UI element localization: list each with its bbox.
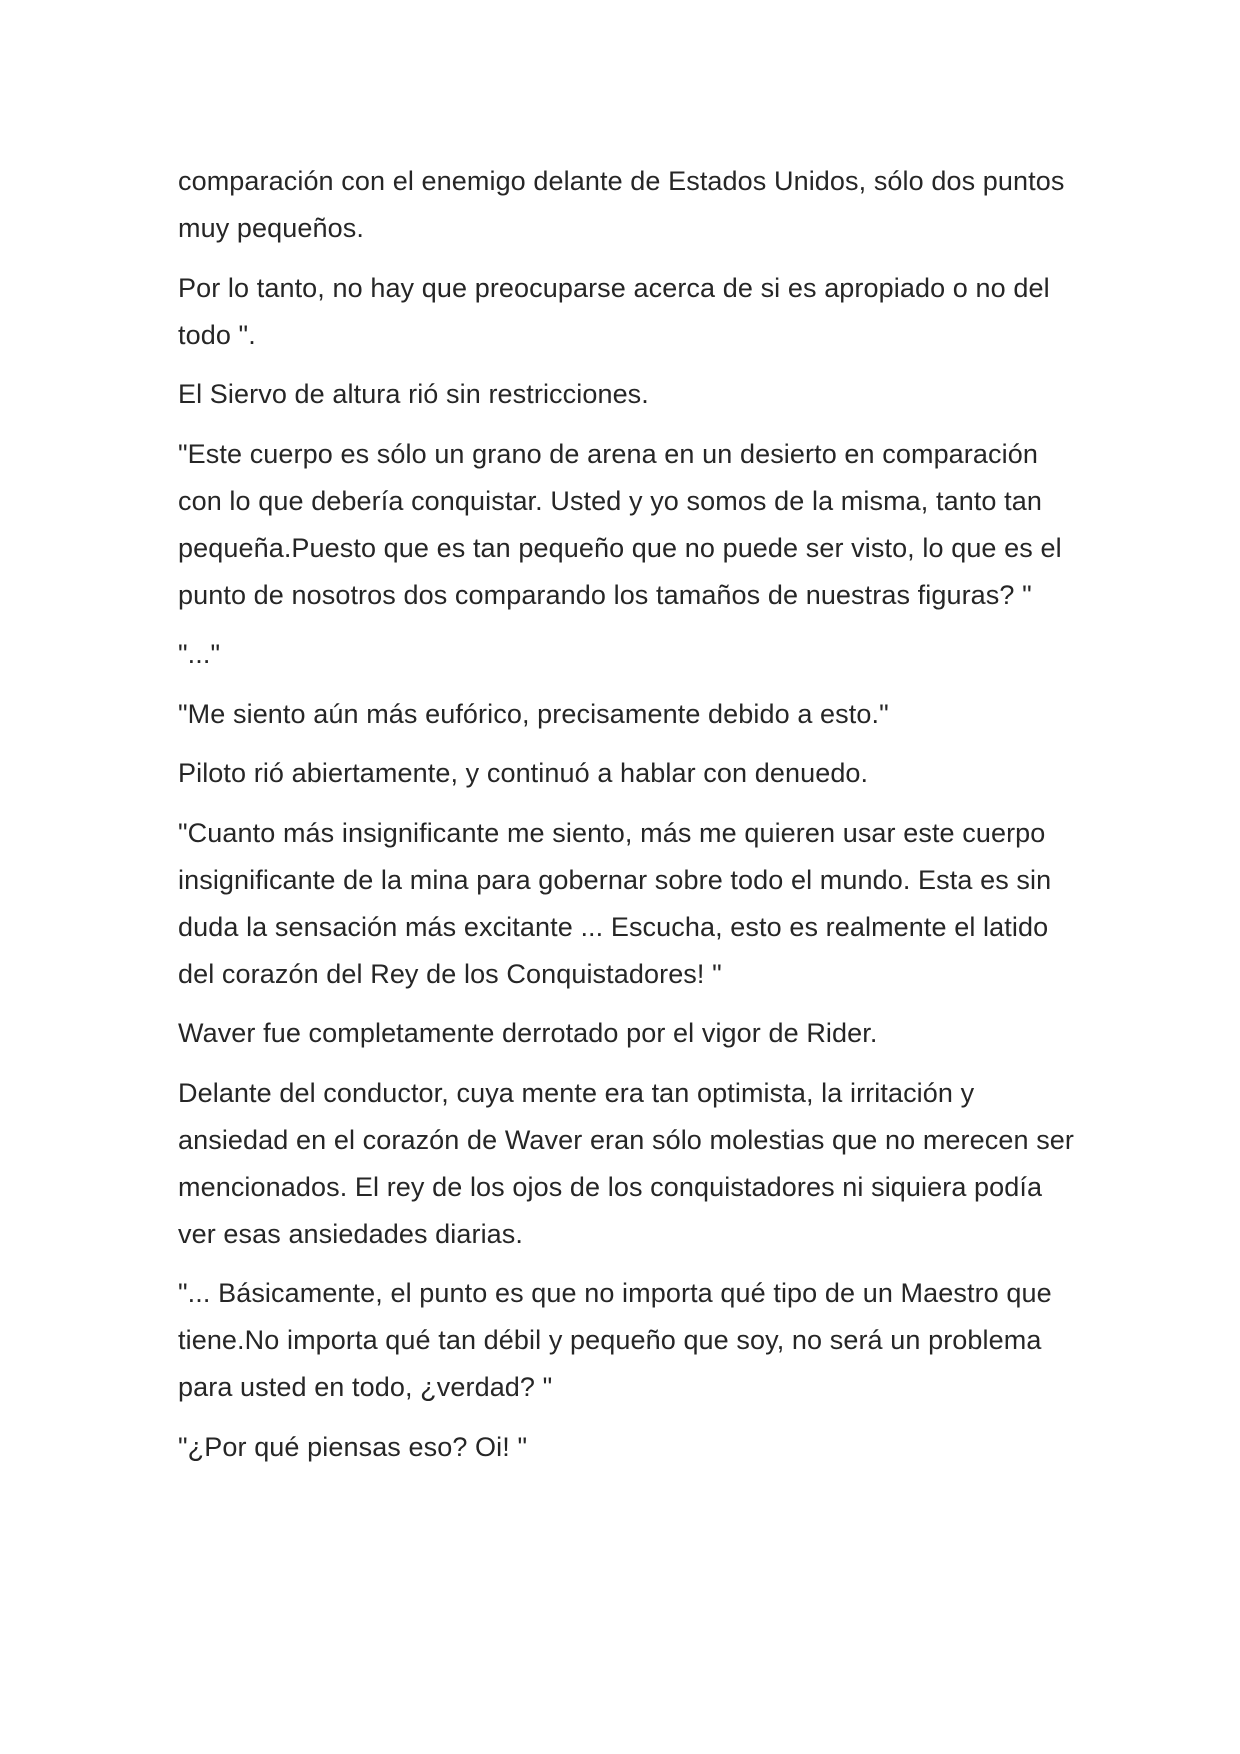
paragraph-9: Waver fue completamente derrotado por el vigor de Rider. [178, 1018, 878, 1048]
paragraph-10: Delante del conductor, cuya mente era tan optimista, la irritación y ansiedad en el corazón de Waver eran sólo molestias que no merecen ser mencionados. El rey de los ojos de los conquistadores ni siquiera podía ver esas ansiedades diarias. [178, 1077, 1074, 1249]
paragraph-1: comparación con el enemigo delante de Estados Unidos, sólo dos puntos muy pequeños. [178, 166, 1065, 243]
paragraph-2: Por lo tanto, no hay que preocuparse acerca de si es apropiado o no del todo ". [178, 272, 1050, 350]
paragraph-3: El Siervo de altura rió sin restricciones. [178, 379, 649, 409]
paragraph-4: "Este cuerpo es sólo un grano de arena en un desierto en comparación con lo que debería conquistar. Usted y yo somos de la misma, tanto tan pequeña.Puesto que es tan pequeño que no puede ser visto, lo que es el punto de nosotros dos comparando los tamaños de nuestras figuras? " [178, 438, 1062, 610]
paragraph-6: "Me siento aún más eufórico, precisamente debido a esto." [178, 698, 889, 729]
paragraph-12: "¿Por qué piensas eso? Oi! " [178, 1431, 528, 1462]
paragraph-5: "..." [178, 639, 221, 669]
body-text [178, 158, 1078, 1483]
paragraph-11: "... Básicamente, el punto es que no importa qué tipo de un Maestro que tiene.No importa qué tan débil y pequeño que soy, no será un problema para usted en todo, ¿verdad? " [178, 1278, 1052, 1402]
paragraph-7: Piloto rió abiertamente, y continuó a hablar con denuedo. [178, 758, 869, 788]
paragraph-8: "Cuanto más insignificante me siento, más me quieren usar este cuerpo insignificante de la mina para gobernar sobre todo el mundo. Esta es sin duda la sensación más excitante ... Escucha, esto es realmente el latido del corazón del Rey de los Conquistadores! " [178, 817, 1052, 989]
